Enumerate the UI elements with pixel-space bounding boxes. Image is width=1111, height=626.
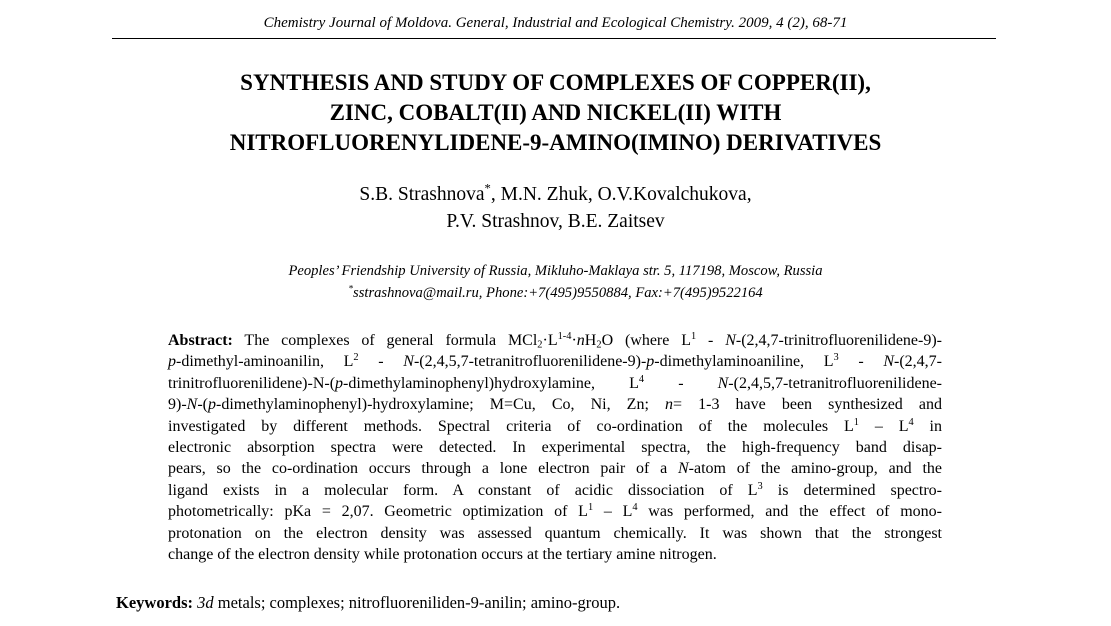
abstract-text: ·L (542, 332, 558, 349)
abstract-text: - (696, 332, 726, 349)
abstract-text: is determined spectro- (762, 481, 943, 499)
abstract-text: - (644, 374, 718, 392)
italic-term: p (646, 353, 655, 371)
abstract-text: – L (858, 417, 909, 435)
abstract-text: -dimethylaminophenyl)hydroxylamine, L (343, 374, 639, 392)
abstract-text: was performed, and the effect of mono- (637, 503, 943, 521)
subscript: 2 (537, 339, 543, 351)
first-author: S.B. Strashnova (359, 184, 485, 205)
abstract-text: investigated by different methods. Spectral criteria of co-ordination of the molecules L (168, 417, 854, 435)
keywords (116, 592, 996, 614)
abstract-line: change of the electron density while protonation occurs at the tertiary amine nitrogen. (168, 545, 717, 563)
abstract-line (168, 330, 942, 351)
affiliation-institution: Peoples’ Friendship University of Russia, Mikluho-Maklaya str. 5, 117198, Moscow, Russia (288, 263, 823, 279)
abstract-text: O (where L (601, 332, 691, 349)
abstract (168, 330, 942, 565)
abstract-text: - (358, 353, 404, 371)
superscript: 2 (353, 352, 359, 364)
affiliation (0, 260, 1111, 304)
abstract-line: protonation on the electron density was assessed quantum chemically. It was shown that the strongest (168, 524, 942, 542)
superscript: 4 (632, 501, 638, 513)
subscript: 2 (596, 339, 602, 351)
abstract-text: ligand exists in a molecular form. A constant of acidic dissociation of L (168, 481, 758, 499)
italic-term: n (665, 396, 673, 414)
italic-term: N (725, 332, 736, 349)
abstract-text: -( (197, 396, 208, 414)
abstract-text: -dimethyl-aminoanilin, L (176, 353, 354, 371)
abstract-text: The complexes of general formula MCl (232, 332, 538, 349)
italic-term: N (186, 396, 198, 414)
italic-term: N (717, 374, 729, 392)
title-line-3: NITROFLUORENYLIDENE-9-AMINO(IMINO) DERIVATIVES (229, 130, 882, 155)
abstract-text: 9)- (168, 396, 187, 414)
author-list (0, 181, 1111, 235)
superscript: 3 (757, 480, 763, 492)
abstract-text: -(2,4,5,7-tetranitrofluorenilidene- (728, 374, 942, 392)
keywords-text: metals; complexes; nitrofluoreniliden-9-anilin; amino-group. (213, 593, 621, 612)
header-rule (112, 38, 996, 39)
superscript: 3 (833, 352, 839, 364)
co-authors-1: , M.N. Zhuk, O.V.Kovalchukova, (490, 184, 752, 205)
abstract-text: -(2,4,5,7-tetranitrofluorenilidene-9)- (413, 353, 647, 371)
italic-term: n (576, 332, 585, 349)
corresponding-author-mark: * (484, 181, 491, 196)
abstract-text: = 1-3 have been synthesized and (673, 396, 942, 414)
contact-mark: * (348, 284, 354, 295)
italic-term: p (207, 396, 216, 414)
title-line-1: SYNTHESIS AND STUDY OF COMPLEXES OF COPPER(II), (240, 70, 871, 95)
superscript: 4 (908, 416, 914, 428)
abstract-text: -dimethylaminoaniline, L (654, 353, 834, 371)
abstract-line (168, 351, 942, 372)
abstract-text: – L (593, 503, 633, 521)
abstract-label: Abstract: (168, 332, 233, 349)
author-line-2: P.V. Strashnov, B.E. Zaitsev (446, 211, 665, 232)
running-header: Chemistry Journal of Moldova. General, Industrial and Ecological Chemistry. 2009, 4 (2), 68-71 (263, 15, 848, 31)
abstract-text: -(2,4,7-trinitrofluorenilidene-9)- (735, 332, 943, 349)
abstract-line (168, 480, 942, 501)
abstract-line (168, 373, 942, 394)
abstract-line (168, 501, 942, 522)
abstract-text: · (571, 332, 577, 349)
abstract-text: -(2,4,7- (894, 353, 942, 371)
keywords-label: Keywords: (116, 593, 193, 612)
abstract-text: trinitrofluorenilidene)-N-( (168, 374, 336, 392)
affiliation-contact-line (0, 282, 1111, 304)
author-line-1 (0, 181, 1111, 208)
abstract-text: - (838, 353, 884, 371)
superscript: 1 (690, 330, 697, 342)
title-line-2: ZINC, COBALT(II) AND NICKEL(II) WITH (329, 100, 782, 125)
abstract-line (168, 416, 942, 437)
abstract-text: -atom of the amino-group, and the (688, 460, 942, 478)
superscript: 1 (587, 501, 594, 513)
abstract-line (168, 458, 942, 479)
superscript: 1 (853, 416, 859, 428)
abstract-text: in (913, 417, 942, 435)
contact-info: sstrashnova@mail.ru, Phone:+7(495)9550884, Fax:+7(495)9522164 (353, 285, 763, 301)
superscript: 1-4 (557, 330, 572, 342)
keyword-italic: 3d (197, 593, 214, 612)
abstract-text: H (584, 332, 597, 349)
abstract-text: pears, so the co-ordination occurs through a lone electron pair of a (168, 460, 678, 478)
paper-title (100, 68, 1011, 158)
abstract-line: electronic absorption spectra were detected. In experimental spectra, the high-frequency band disap- (168, 438, 942, 456)
italic-term: p (168, 353, 176, 371)
italic-term: N (883, 353, 895, 371)
italic-term: p (335, 374, 344, 392)
italic-term: N (677, 460, 689, 478)
abstract-text: photometrically: pKa = 2,07. Geometric optimization of L (168, 503, 588, 521)
abstract-text: -dimethylaminophenyl)-hydroxylamine; M=Cu, Co, Ni, Zn; (215, 396, 665, 414)
superscript: 4 (638, 373, 645, 385)
italic-term: N (403, 353, 414, 371)
abstract-line (168, 394, 942, 415)
